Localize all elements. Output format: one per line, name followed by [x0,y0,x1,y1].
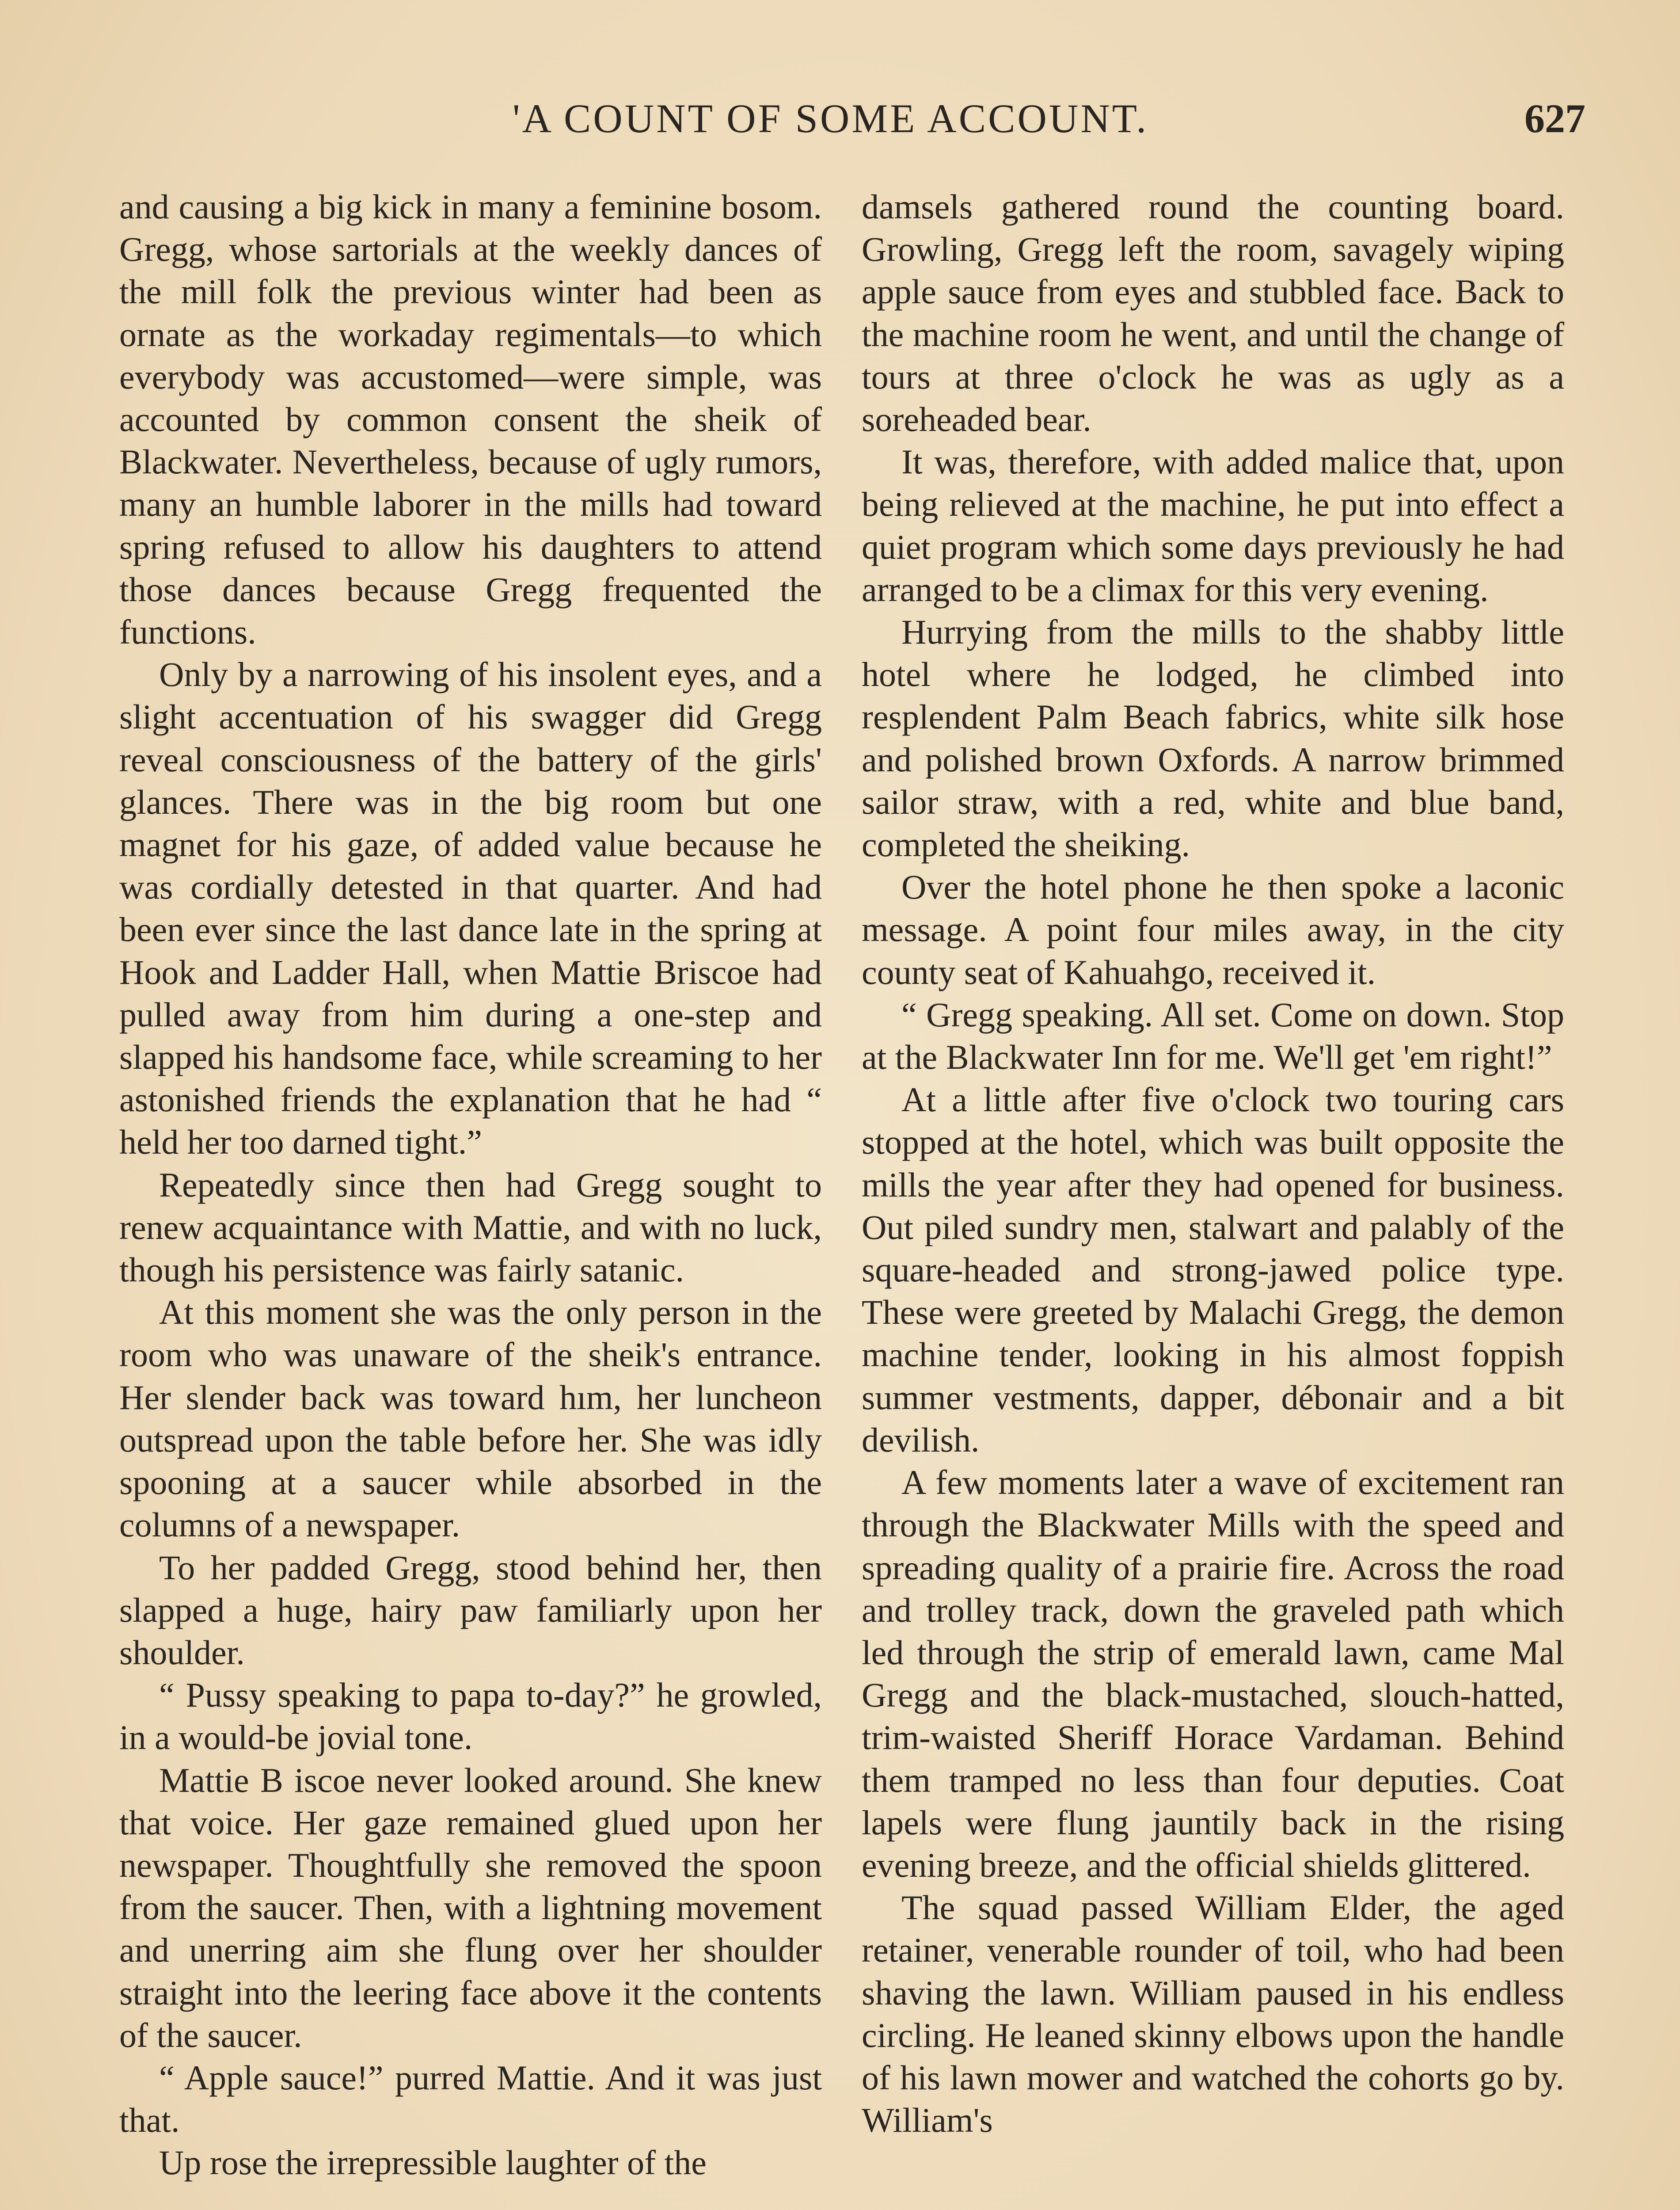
paragraph: To her padded Gregg, stood behind her, then slapped a huge, hairy paw familiarly upon her shoulder. [119,1548,822,1672]
paragraph: “ Apple sauce!” purred Mattie. And it was just that. [119,2058,822,2140]
page-number: 627 [1524,96,1585,141]
paragraph: Hurrying from the mills to the shabby little hotel where he lodged, he climbed into resplendent Palm Beach fabrics, white silk hose and polished brown Oxfords. A narrow brimmed sailor straw, with a red, white and blue band, completed the sheiking. [862,613,1564,864]
paragraph: and causing a big kick in many a feminine bosom. Gregg, whose sartorials at the weekly dances of the mill folk the previous winter had been as ornate as the workaday regimentals—to which everybody was accustomed—were simple, was accounted by common consent the sheik of Blackwater. Nevertheless, because of ugly rumors, many an humble laborer in the mills had toward spring refused to allow his daughters to attend those dances because Gregg frequented the functions. [119,187,822,652]
left-column [119,186,822,2184]
paragraph: “ Gregg speaking. All set. Come on down. Stop at the Blackwater Inn for me. We'll get 'em right!” [862,995,1564,1077]
paragraph: Repeatedly since then had Gregg sought to renew acquaintance with Mattie, and with no luck, though his persistence was fairly satanic. [119,1165,822,1289]
paragraph: “ Pussy speaking to papa to-day?” he growled, in a would-be jovial tone. [119,1676,822,1757]
paragraph: Mattie B iscoe never looked around. She knew that voice. Her gaze remained glued upon her newspaper. Thoughtfully she removed the spoon from the saucer. Then, with a lightning movement and unerring aim she flung over her shoulder straight into the leering face above it the contents of the saucer. [119,1760,822,2054]
right-column [862,186,1564,2141]
paragraph: Only by a narrowing of his insolent eyes, and a slight accentuation of his swagger did Gregg reveal consciousness of the battery of the girls' glances. There was in the big room but one magnet for his gaze, of added value because he was cordially detested in that quarter. And had been ever since the last dance late in the spring at Hook and Ladder Hall, when Mattie Briscoe had pulled away from him during a one-step and slapped his handsome face, while screaming to her astonished friends the explanation that he had “ held her too darned tight.” [119,655,822,1162]
paragraph: At this moment she was the only person in the room who was unaware of the sheik's entrance. Her slender back was toward hım, her luncheon outspread upon the table before her. She was idly spooning at a saucer while absorbed in the columns of a newspaper. [119,1293,822,1544]
paragraph: Over the hotel phone he then spoke a laconic message. A point four miles away, in the city county seat of Kahuahgo, received it. [862,868,1564,991]
paragraph: Up rose the irrepressible laughter of the [159,2143,707,2182]
paragraph: The squad passed William Elder, the aged retainer, venerable rounder of toil, who had been shaving the lawn. William paused in his endless circling. He leaned skinny elbows upon the handle of his lawn mower and watched the cohorts go by. William's [862,1888,1564,2140]
paragraph: A few moments later a wave of excitement ran through the Blackwater Mills with the speed and spreading quality of a prairie fire. Across the road and trolley track, down the graveled path which led through the strip of emerald lawn, came Mal Gregg and the black-mustached, slouch-hatted, trim-waisted Sheriff Horace Vardaman. Behind them tramped no less than four deputies. Coat lapels were flung jauntily back in the rising evening breeze, and the official shields glittered. [862,1463,1564,1884]
paragraph: At a little after five o'clock two touring cars stopped at the hotel, which was built opposite the mills the year after they had opened for business. Out piled sundry men, stalwart and palably of the square-headed and strong-jawed police type. These were greeted by Malachi Gregg, the demon machine tender, looking in his almost foppish summer vestments, dapper, débonair and a bit devilish. [862,1080,1564,1459]
paragraph: damsels gathered round the counting board. Growling, Gregg left the room, savagely wiping apple sauce from eyes and stubbled face. Back to the machine room he went, and until the change of tours at three o'clock he was as ugly as a soreheaded bear. [862,187,1564,439]
running-title: 'A COUNT OF SOME ACCOUNT. [513,96,1149,141]
paragraph: It was, therefore, with added malice that, upon being relieved at the machine, he put into effect a quiet program which some days previously he had arranged to be a climax for this very evening. [862,442,1564,609]
